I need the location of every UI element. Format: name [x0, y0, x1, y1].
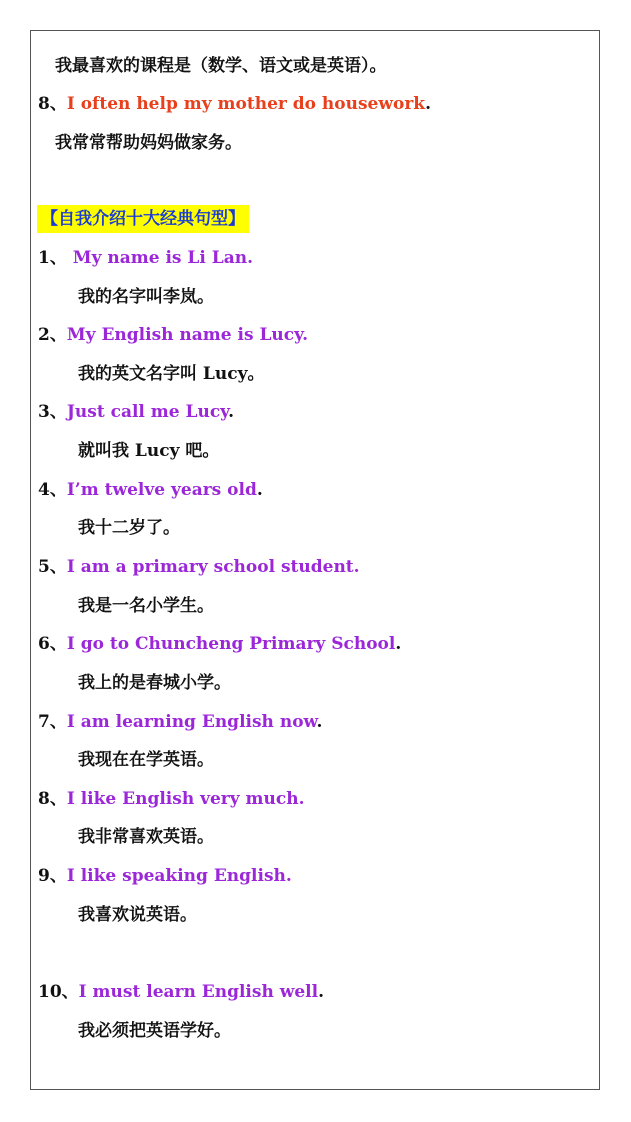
- sentence-7: [38, 711, 322, 733]
- sentence-chinese: 我常常帮助妈妈做家务。: [55, 133, 242, 153]
- sentence-2-chinese: 我的英文名字叫 Lucy。: [78, 364, 265, 384]
- sentence-number: 8、: [38, 94, 67, 114]
- sentence-3: [38, 401, 234, 423]
- sentence-english: My name is Li Lan.: [66, 248, 253, 268]
- sentence-period: .: [256, 480, 263, 500]
- sentence-number: 5、: [38, 557, 67, 577]
- sentence-number: 8、: [38, 789, 67, 809]
- sentence-number: 10、: [38, 982, 79, 1002]
- sentence-1: [38, 247, 253, 269]
- sentence-8-top: [38, 93, 431, 115]
- section-heading: 【自我介绍十大经典句型】: [37, 205, 249, 233]
- sentence-6-chinese: 我上的是春城小学。: [78, 673, 231, 693]
- sentence-1-chinese: 我的名字叫李岚。: [78, 287, 214, 307]
- sentence-10: [38, 981, 324, 1003]
- sentence-english: My English name is Lucy.: [66, 325, 308, 345]
- sentence-period: .: [316, 712, 323, 732]
- sentence-5: [38, 556, 360, 578]
- sentence-number: 2、: [38, 325, 67, 345]
- sentence-2: [38, 324, 308, 346]
- sentence-8-chinese: 我非常喜欢英语。: [78, 827, 214, 847]
- sentence-english: I go to Chuncheng Primary School: [66, 634, 396, 654]
- sentence-english: I must learn English well: [78, 982, 319, 1002]
- sentence-5-chinese: 我是一名小学生。: [78, 596, 214, 616]
- sentence-period: .: [318, 982, 325, 1002]
- sentence-period: .: [228, 402, 235, 422]
- sentence-period: .: [395, 634, 402, 654]
- sentence-english: Just call me Lucy: [66, 402, 229, 422]
- favorite-subject-line: 我最喜欢的课程是（数学、语文或是英语）。: [55, 56, 387, 76]
- sentence-number: 1、: [38, 248, 67, 268]
- sentence-number: 6、: [38, 634, 67, 654]
- sentence-4-chinese: 我十二岁了。: [78, 518, 180, 538]
- sentence-number: 3、: [38, 402, 67, 422]
- sentence-english: I am a primary school student.: [66, 557, 360, 577]
- sentence-9-chinese: 我喜欢说英语。: [78, 905, 197, 925]
- sentence-number: 4、: [38, 480, 67, 500]
- sentence-english: I am learning English now: [66, 712, 317, 732]
- sentence-number: 9、: [38, 866, 67, 886]
- sentence-3-chinese: 就叫我 Lucy 吧。: [78, 441, 220, 461]
- sentence-7-chinese: 我现在在学英语。: [78, 750, 214, 770]
- sentence-period: .: [425, 94, 431, 114]
- sentence-8: [38, 788, 305, 810]
- sentence-4: [38, 479, 263, 501]
- sentence-6: [38, 633, 401, 655]
- sentence-english: I like English very much.: [66, 789, 305, 809]
- sentence-number: 7、: [38, 712, 67, 732]
- sentence-9: [38, 865, 292, 887]
- sentence-english: I often help my mother do housework: [66, 94, 426, 114]
- sentence-10-chinese: 我必须把英语学好。: [78, 1021, 231, 1041]
- sentence-english: I like speaking English.: [66, 866, 292, 886]
- sentence-english: I’m twelve years old: [66, 480, 257, 500]
